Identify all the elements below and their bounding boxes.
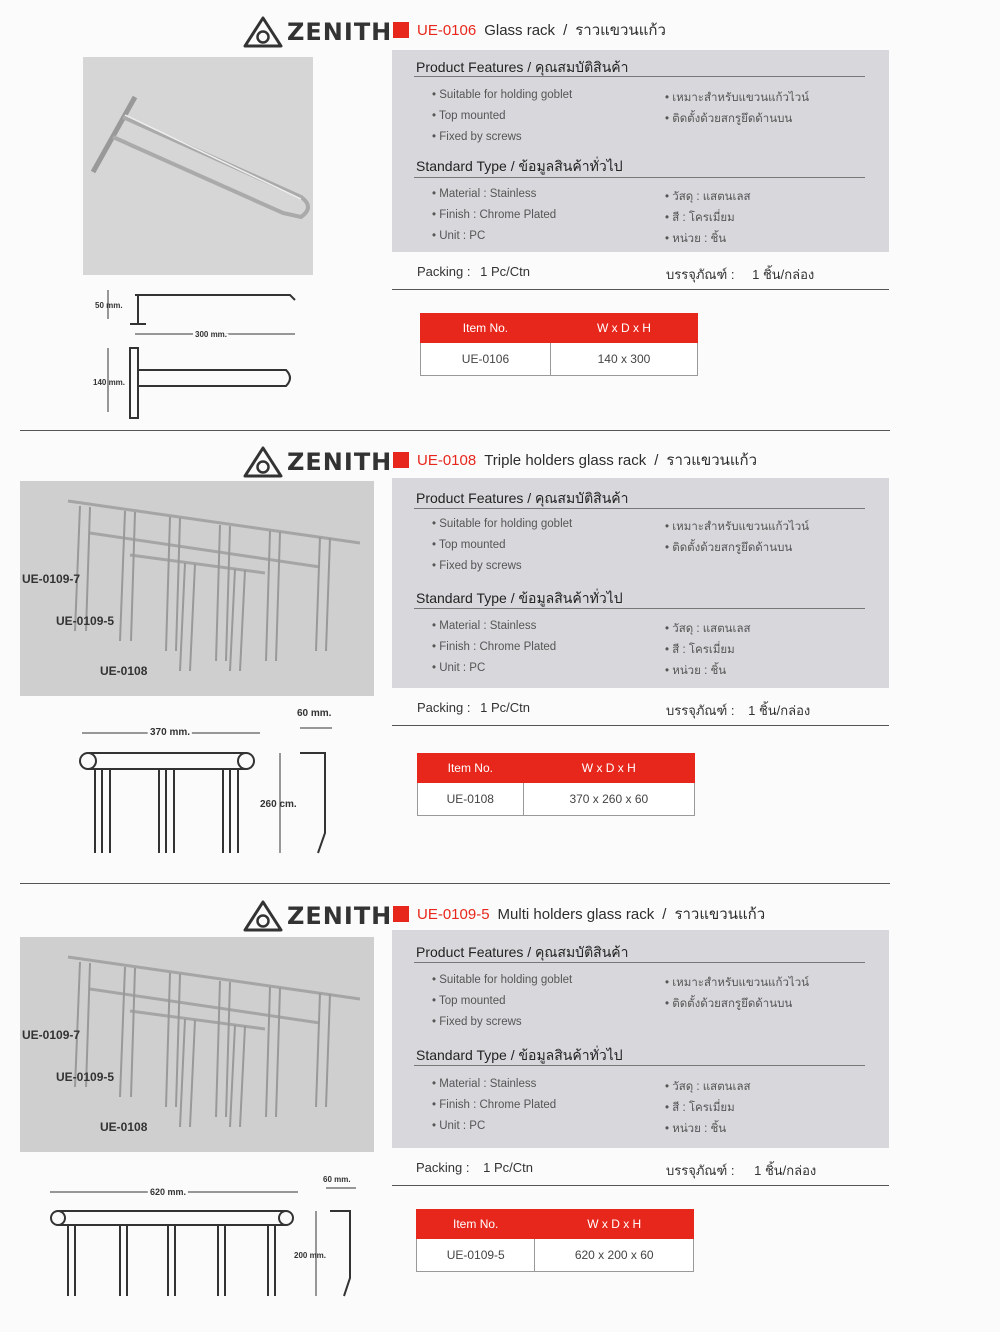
dim-length: 300 mm.	[195, 330, 228, 339]
table-row	[418, 783, 695, 816]
spec-panel	[392, 478, 889, 688]
brand-name: ZENITH	[287, 18, 393, 46]
item-table	[417, 753, 695, 816]
dim-depth: 60 mm.	[323, 1175, 351, 1184]
product-name: Glass rack	[484, 21, 556, 39]
feature-item-th: • ติดตั้งด้วยสกรูยึดด้านบน	[665, 995, 792, 1013]
standard-item: • Finish : Chrome Plated	[432, 1099, 556, 1111]
feature-item-th: • เหมาะสำหรับแขวนแก้วไวน์	[665, 974, 809, 992]
page-divider	[20, 883, 890, 884]
table-header-size: W x D x H	[535, 1210, 694, 1239]
spec-panel	[392, 50, 889, 252]
packing-value-th: 1 ชิ้น/กล่อง	[748, 703, 811, 718]
dim-depth: 140 mm.	[93, 378, 126, 387]
product-title	[393, 902, 765, 926]
standard-item-th: • วัสดุ : แสตนเลส	[665, 620, 751, 638]
heading-rule	[414, 508, 865, 509]
standard-item: • Material : Stainless	[432, 188, 536, 200]
feature-item: • Fixed by screws	[432, 131, 522, 143]
product-name-th: ราวแขวนแก้ว	[666, 452, 758, 469]
photo-label: UE-0109-5	[56, 1070, 115, 1084]
photo-label: UE-0108	[100, 664, 148, 678]
packing-label: Packing :	[416, 1160, 470, 1175]
dimension-drawing	[90, 282, 305, 422]
standard-heading: Standard Type / ข้อมูลสินค้าทั่วไป	[416, 1047, 623, 1063]
table-header-item: Item No.	[417, 1210, 535, 1239]
item-table	[420, 313, 698, 376]
feature-item: • Suitable for holding goblet	[432, 974, 572, 986]
feature-item: • Suitable for holding goblet	[432, 518, 572, 530]
standard-item-th: • วัสดุ : แสตนเลส	[665, 1078, 751, 1096]
packing-label-th: บรรจุภัณฑ์ :	[666, 703, 735, 718]
dimension-drawing	[70, 703, 350, 863]
product-photo	[20, 937, 374, 1152]
product-name: Multi holders glass rack	[497, 905, 655, 923]
product-title	[393, 18, 666, 42]
zenith-triangle-icon	[243, 16, 283, 48]
packing-value: 1 Pc/Ctn	[480, 700, 530, 715]
feature-item: • Suitable for holding goblet	[432, 89, 572, 101]
product-title	[393, 448, 757, 472]
product-code: UE-0106	[417, 21, 477, 39]
brand-name: ZENITH	[287, 448, 393, 476]
table-header-item: Item No.	[418, 754, 524, 783]
brand-logo	[243, 900, 404, 932]
packing-label: Packing :	[417, 264, 471, 279]
standard-item-th: • หน่วย : ชิ้น	[665, 1120, 726, 1138]
standard-item-th: • หน่วย : ชิ้น	[665, 230, 726, 248]
section-rule	[392, 289, 889, 290]
section-rule	[392, 1185, 889, 1186]
zenith-triangle-icon	[243, 900, 283, 932]
packing-label: Packing :	[417, 700, 471, 715]
title-slash: /	[662, 905, 667, 923]
table-cell-size: 620 x 200 x 60	[535, 1239, 694, 1272]
standard-item-th: • สี : โครเมี่ยม	[665, 641, 735, 659]
table-cell-item: UE-0106	[421, 343, 551, 376]
rack-photo-drawing	[20, 481, 374, 696]
brand-logo	[243, 446, 404, 478]
feature-item: • Fixed by screws	[432, 1016, 522, 1028]
brand-name: ZENITH	[287, 902, 393, 930]
feature-item-th: • เหมาะสำหรับแขวนแก้วไวน์	[665, 518, 809, 536]
photo-label: UE-0109-7	[22, 1028, 81, 1042]
rack-photo-drawing	[20, 937, 374, 1152]
title-slash: /	[654, 451, 659, 469]
packing-label-th: บรรจุภัณฑ์ :	[666, 1163, 735, 1178]
section-rule	[392, 725, 889, 726]
table-cell-item: UE-0108	[418, 783, 524, 816]
dim-height: 260 cm.	[260, 799, 297, 810]
product-name: Triple holders glass rack	[484, 451, 647, 469]
standard-item: • Unit : PC	[432, 1120, 485, 1132]
standard-item-th: • วัสดุ : แสตนเลส	[665, 188, 751, 206]
feature-item: • Fixed by screws	[432, 560, 522, 572]
dim-width: 370 mm.	[150, 727, 191, 738]
feature-item-th: • ติดตั้งด้วยสกรูยึดด้านบน	[665, 110, 792, 128]
dim-height: 200 mm.	[294, 1251, 327, 1260]
red-square-icon	[393, 906, 409, 922]
zenith-triangle-icon	[243, 446, 283, 478]
packing-info-th	[666, 1160, 816, 1181]
standard-item: • Material : Stainless	[432, 620, 536, 632]
features-heading: Product Features / คุณสมบัติสินค้า	[416, 944, 629, 960]
heading-rule	[414, 608, 865, 609]
photo-label: UE-0109-7	[22, 572, 81, 586]
standard-heading: Standard Type / ข้อมูลสินค้าทั่วไป	[416, 590, 623, 606]
feature-item-th: • ติดตั้งด้วยสกรูยึดด้านบน	[665, 539, 792, 557]
packing-value: 1 Pc/Ctn	[483, 1160, 533, 1175]
packing-info	[416, 1160, 533, 1175]
features-heading: Product Features / คุณสมบัติสินค้า	[416, 59, 629, 75]
table-cell-size: 370 x 260 x 60	[523, 783, 694, 816]
packing-value-th: 1 ชิ้น/กล่อง	[752, 267, 815, 282]
title-slash: /	[563, 21, 568, 39]
packing-value-th: 1 ชิ้น/กล่อง	[754, 1163, 817, 1178]
table-cell-size: 140 x 300	[550, 343, 697, 376]
feature-item: • Top mounted	[432, 110, 506, 122]
brand-logo	[243, 16, 404, 48]
rack-photo-drawing	[83, 57, 313, 275]
heading-rule	[414, 962, 865, 963]
table-header-size: W x D x H	[550, 314, 697, 343]
standard-item-th: • หน่วย : ชิ้น	[665, 662, 726, 680]
product-photo	[20, 481, 374, 696]
product-code: UE-0109-5	[417, 905, 490, 923]
packing-label-th: บรรจุภัณฑ์ :	[666, 267, 735, 282]
item-table	[416, 1209, 694, 1272]
dim-depth: 60 mm.	[297, 708, 332, 719]
standard-item: • Unit : PC	[432, 230, 485, 242]
red-square-icon	[393, 452, 409, 468]
table-cell-item: UE-0109-5	[417, 1239, 535, 1272]
product-name-th: ราวแขวนแก้ว	[674, 906, 766, 923]
red-square-icon	[393, 22, 409, 38]
product-code: UE-0108	[417, 451, 477, 469]
table-row	[421, 343, 698, 376]
standard-item: • Finish : Chrome Plated	[432, 209, 556, 221]
photo-label: UE-0109-5	[56, 614, 115, 628]
dimension-drawing	[40, 1168, 370, 1308]
packing-info-th	[666, 700, 810, 721]
standard-heading: Standard Type / ข้อมูลสินค้าทั่วไป	[416, 158, 623, 174]
standard-item: • Finish : Chrome Plated	[432, 641, 556, 653]
product-name-th: ราวแขวนแก้ว	[575, 22, 666, 39]
feature-item-th: • เหมาะสำหรับแขวนแก้วไวน์	[665, 89, 809, 107]
standard-item: • Unit : PC	[432, 662, 485, 674]
features-heading: Product Features / คุณสมบัติสินค้า	[416, 490, 629, 506]
packing-value: 1 Pc/Ctn	[480, 264, 530, 279]
packing-info	[417, 264, 530, 279]
spec-panel	[392, 930, 889, 1148]
feature-item: • Top mounted	[432, 995, 506, 1007]
packing-info	[417, 700, 530, 715]
photo-label: UE-0108	[100, 1120, 148, 1134]
packing-info-th	[666, 264, 814, 285]
table-header-item: Item No.	[421, 314, 551, 343]
heading-rule	[414, 1065, 865, 1066]
table-row	[417, 1239, 694, 1272]
dim-width: 620 mm.	[150, 1187, 187, 1197]
dim-height: 50 mm.	[95, 301, 123, 310]
standard-item-th: • สี : โครเมี่ยม	[665, 209, 735, 227]
standard-item-th: • สี : โครเมี่ยม	[665, 1099, 735, 1117]
page-divider	[20, 430, 890, 431]
table-header-size: W x D x H	[523, 754, 694, 783]
standard-item: • Material : Stainless	[432, 1078, 536, 1090]
product-photo	[83, 57, 313, 275]
feature-item: • Top mounted	[432, 539, 506, 551]
heading-rule	[414, 177, 865, 178]
heading-rule	[414, 76, 865, 77]
